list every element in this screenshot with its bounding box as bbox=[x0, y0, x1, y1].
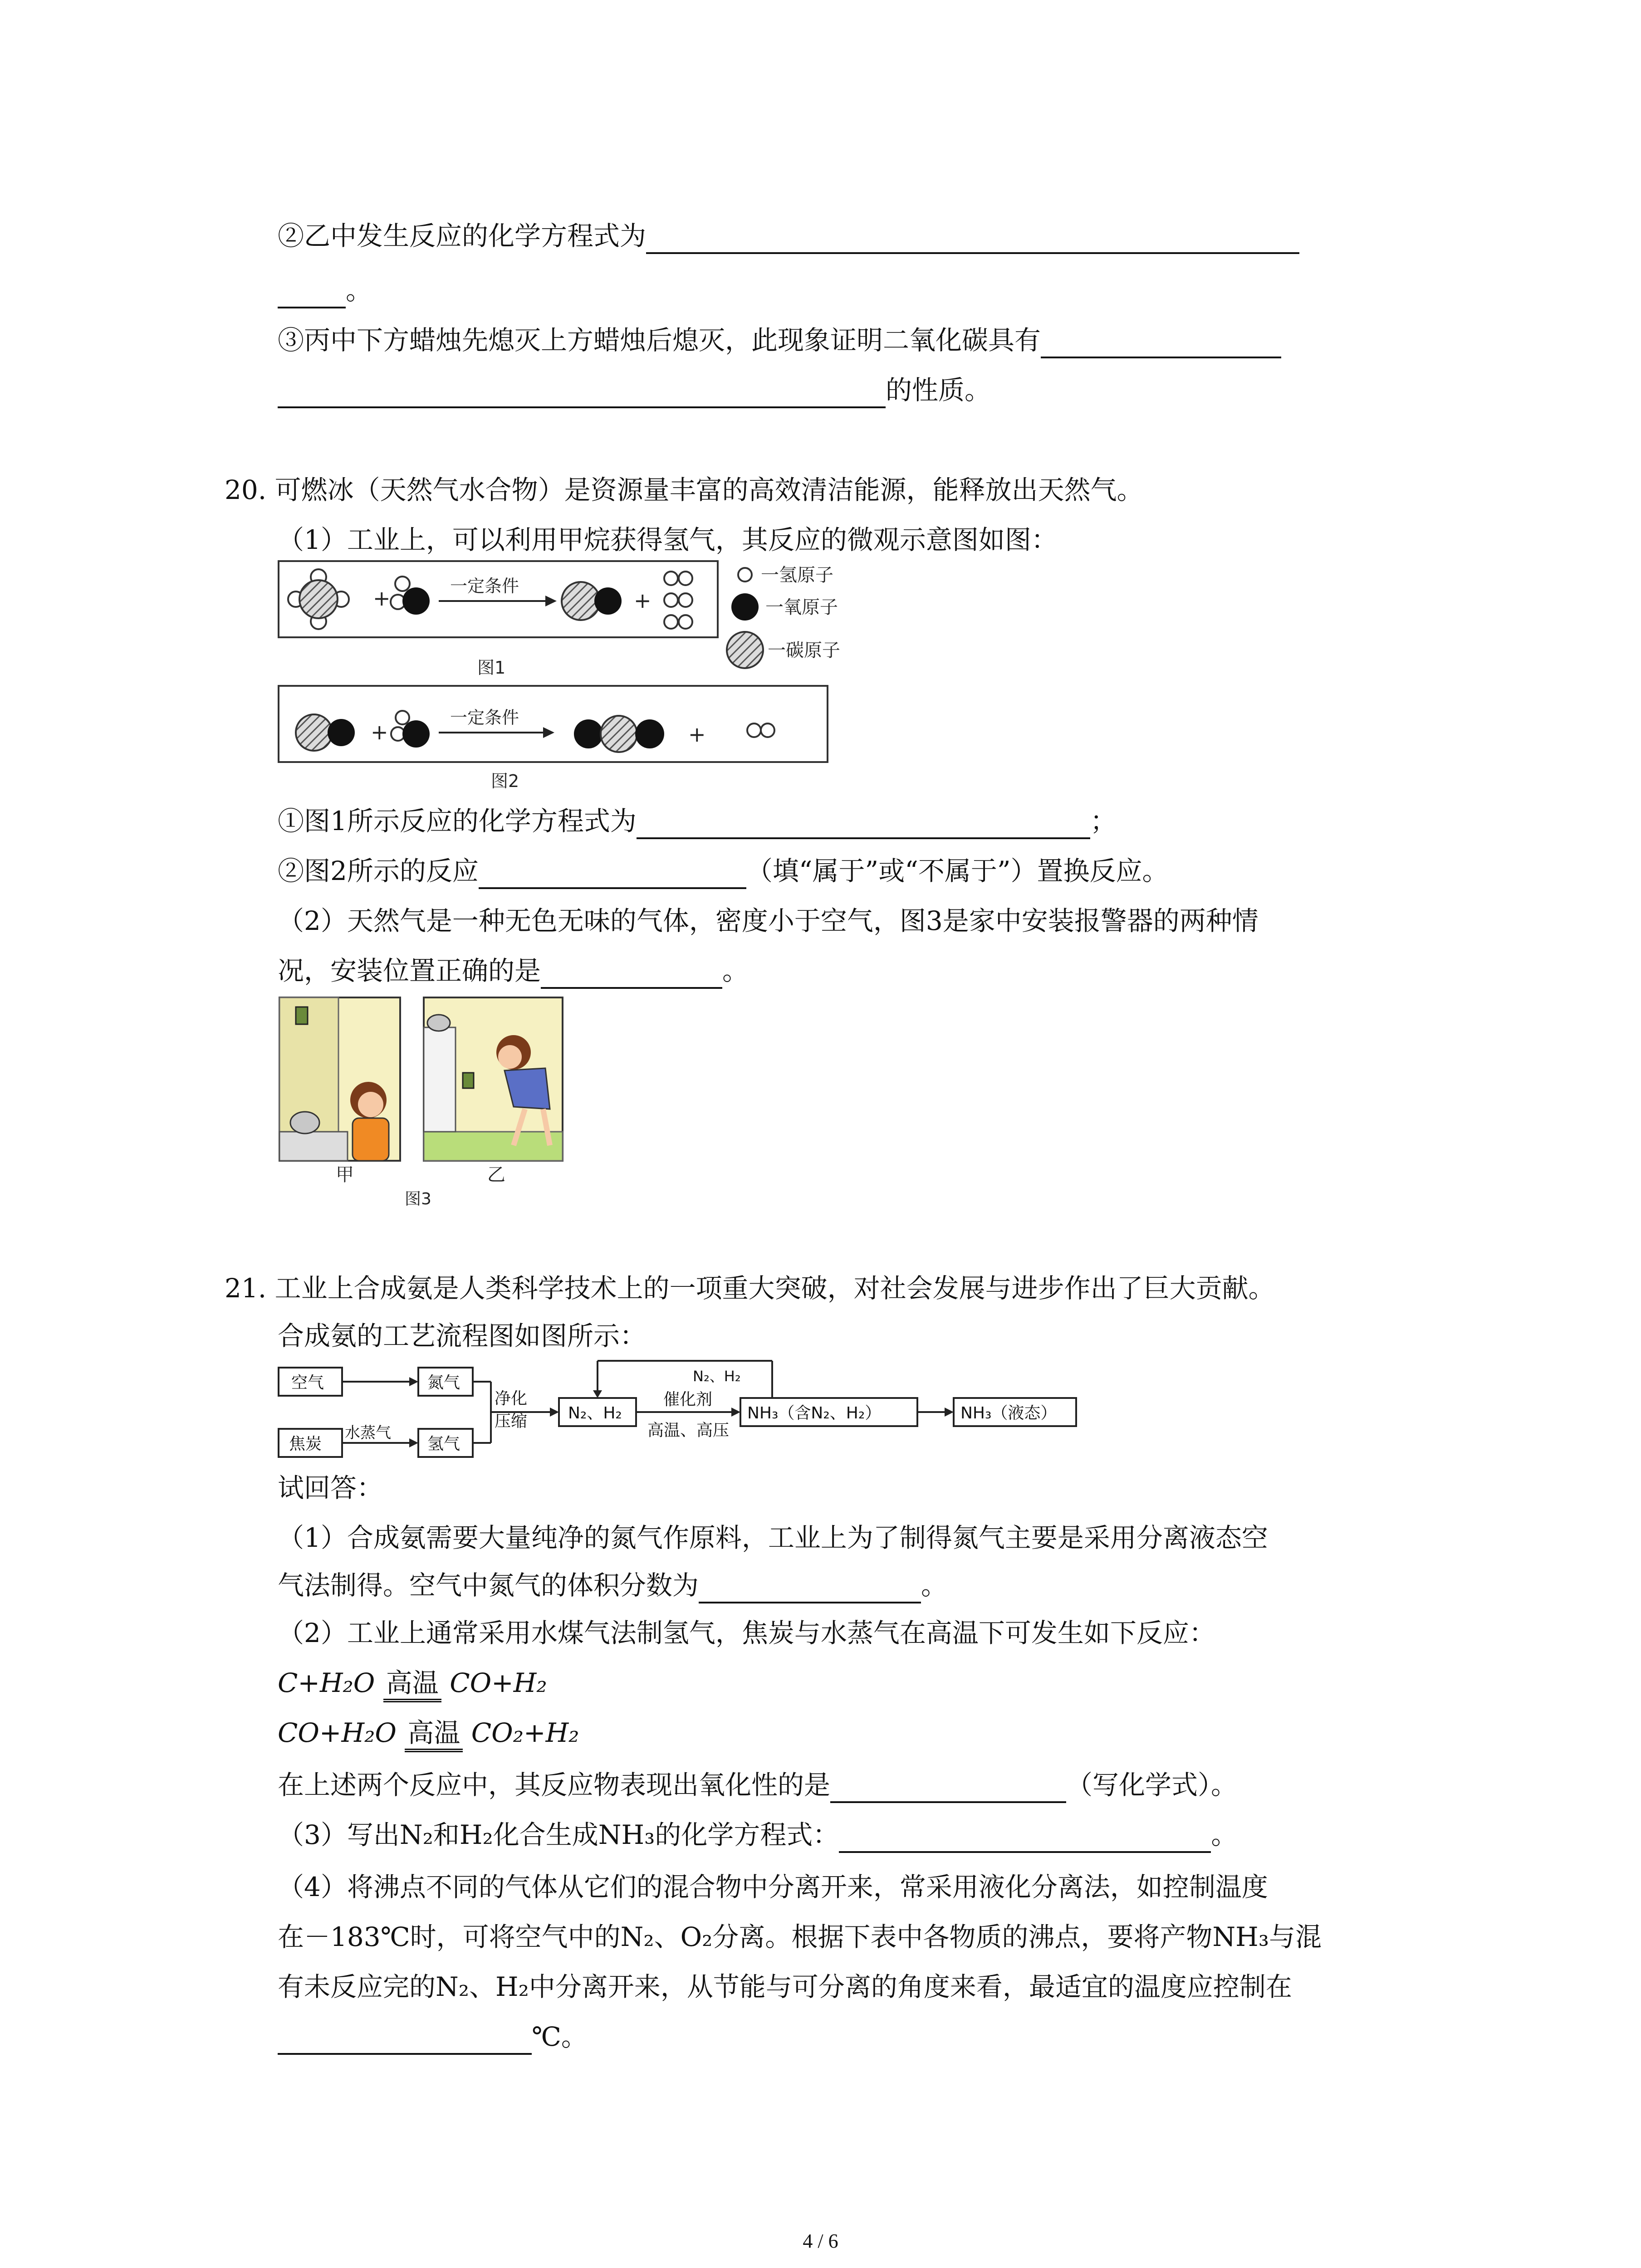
equation-1 bbox=[278, 1665, 547, 1702]
flow-label-steam: 水蒸气 bbox=[345, 1424, 391, 1442]
q20-sub1 bbox=[278, 803, 1117, 839]
q21-part4d bbox=[278, 2019, 588, 2055]
q19-line2-text: ②乙中发生反应的化学方程式为 bbox=[278, 220, 647, 251]
flow-label-mix: N₂、H₂ bbox=[568, 1404, 622, 1422]
flow-label-compress: 压缩 bbox=[495, 1412, 528, 1431]
answer-blank[interactable] bbox=[839, 1824, 1211, 1853]
figure-2-caption: 图2 bbox=[491, 771, 519, 791]
figure-3-label-jia: 甲 bbox=[336, 1164, 354, 1185]
oxygen-atom bbox=[328, 719, 355, 746]
q21-part1b bbox=[278, 1567, 947, 1603]
oxygen-atom bbox=[574, 719, 603, 748]
answer-blank[interactable] bbox=[699, 1574, 921, 1603]
equation-1-right: CO+H₂ bbox=[450, 1667, 547, 1698]
figure-2-frame bbox=[279, 686, 828, 762]
svg-text:+: + bbox=[688, 722, 706, 747]
answer-blank[interactable] bbox=[637, 810, 1090, 839]
q20-part1: （1）工业上，可以利用甲烷获得氢气，其反应的微观示意图如图： bbox=[278, 524, 1058, 555]
answer-blank[interactable] bbox=[479, 860, 746, 889]
page-number: 4 / 6 bbox=[803, 2230, 838, 2252]
q20-sub2 bbox=[278, 853, 1169, 889]
alarm-icon bbox=[463, 1073, 474, 1088]
equation-2-right: CO₂+H₂ bbox=[471, 1717, 579, 1748]
figure-3-illustration bbox=[278, 996, 604, 1209]
legend-oxygen-icon bbox=[731, 593, 759, 621]
q20-sub1-end: ； bbox=[1090, 806, 1117, 836]
answer-blank[interactable] bbox=[541, 960, 722, 989]
q19-line2 bbox=[278, 218, 1299, 254]
flow-label-conditions: 高温、高压 bbox=[647, 1421, 730, 1440]
q20-sub1-text: ①图1所示反应的化学方程式为 bbox=[278, 806, 637, 836]
legend-carbon-icon bbox=[727, 632, 763, 668]
answer-blank[interactable] bbox=[278, 279, 346, 308]
flow-label-air: 空气 bbox=[291, 1374, 324, 1392]
q20-part2: （2）天然气是一种无色无味的气体，密度小于空气，图3是家中安装报警器的两种情 bbox=[278, 905, 1259, 936]
q21-part2c-end: （写化学式）。 bbox=[1066, 1769, 1238, 1800]
q20-sub2-text: ②图2所示的反应 bbox=[278, 855, 479, 886]
legend-hydrogen: 一氢原子 bbox=[761, 565, 833, 586]
flow-label-purify: 净化 bbox=[495, 1389, 528, 1408]
svg-text:+: + bbox=[634, 588, 652, 613]
legend-oxygen: 一氧原子 bbox=[765, 597, 838, 618]
flow-label-coke: 焦炭 bbox=[289, 1435, 322, 1453]
flow-label-recycle: N₂、H₂ bbox=[693, 1368, 741, 1385]
q21-part1a: （1）合成氨需要大量纯净的氮气作原料，工业上为了制得氮气主要是采用分离液态空 bbox=[278, 1522, 1268, 1553]
q21-stem2: 合成氨的工艺流程图如图所示： bbox=[278, 1320, 647, 1351]
flow-label-product: NH₃（含N₂、H₂） bbox=[747, 1404, 882, 1422]
ammonia-flow-chart bbox=[278, 1354, 1140, 1476]
oxygen-atom bbox=[635, 719, 664, 748]
q21-stem: 21. 工业上合成氨是人类科学技术上的一项重大突破，对社会发展与进步作出了巨大贡献。 bbox=[225, 1273, 1275, 1304]
oxygen-atom bbox=[594, 587, 622, 615]
svg-text:+: + bbox=[373, 586, 391, 611]
flow-label-liquid: NH₃（液态） bbox=[960, 1404, 1057, 1422]
q21-part4d-text: ℃。 bbox=[532, 2021, 588, 2052]
q21-part3-end: 。 bbox=[1211, 1819, 1238, 1850]
q21-part1b-text: 气法制得。空气中氮气的体积分数为 bbox=[278, 1570, 699, 1601]
q20-sub2-end: （填“属于”或“不属于”）置换反应。 bbox=[746, 855, 1169, 886]
answer-blank[interactable] bbox=[830, 1774, 1066, 1803]
q19-line3-text: ③丙中下方蜡烛先熄灭上方蜡烛后熄灭，此现象证明二氧化碳具有 bbox=[278, 325, 1041, 356]
kettle-icon bbox=[427, 1015, 450, 1031]
oxygen-atom bbox=[402, 587, 430, 615]
panel-yi bbox=[424, 997, 563, 1161]
q19-line3 bbox=[278, 322, 1281, 358]
figure-3-label-yi: 乙 bbox=[487, 1164, 505, 1185]
q20-part2b bbox=[278, 953, 749, 989]
carbon-atom bbox=[562, 582, 600, 620]
carbon-atom bbox=[299, 580, 338, 618]
equation-1-condition: 高温 bbox=[383, 1667, 441, 1702]
q21-part3-text: （3）写出N₂和H₂化合生成NH₃的化学方程式： bbox=[278, 1819, 839, 1850]
q21-part2: （2）工业上通常采用水煤气法制氢气，焦炭与水蒸气在高温下可发生如下反应： bbox=[278, 1618, 1215, 1648]
alarm-icon bbox=[296, 1007, 308, 1024]
q21-answer-prompt: 试回答： bbox=[278, 1472, 383, 1503]
hydrogen-atom bbox=[395, 577, 410, 591]
hydrogen-atom bbox=[761, 723, 774, 737]
figure-2-condition: 一定条件 bbox=[450, 708, 519, 728]
q21-part2c-text: 在上述两个反应中，其反应物表现出氧化性的是 bbox=[278, 1769, 831, 1800]
svg-text:+: + bbox=[371, 720, 388, 744]
q21-part4c: 有未反应完的N₂、H₂中分离开来，从节能与可分离的角度来看，最适宜的温度应控制在 bbox=[278, 1971, 1292, 2002]
equation-2-left: CO+H₂O bbox=[278, 1717, 397, 1748]
answer-blank[interactable] bbox=[278, 2026, 532, 2055]
q20-part2b-end: 。 bbox=[722, 955, 749, 986]
q19-line3-end: 的性质。 bbox=[886, 375, 991, 406]
figure-1-diagram bbox=[278, 560, 867, 683]
q21-part1b-end: 。 bbox=[921, 1570, 948, 1601]
kettle-icon bbox=[290, 1112, 319, 1134]
q19-line2-end: 。 bbox=[346, 275, 372, 306]
q19-line3-cont bbox=[278, 372, 991, 408]
answer-blank[interactable] bbox=[646, 225, 1299, 254]
q21-part3 bbox=[278, 1817, 1237, 1853]
q20-part2b-text: 况，安装位置正确的是 bbox=[278, 955, 541, 986]
answer-blank[interactable] bbox=[1041, 329, 1281, 358]
q21-part4a: （4）将沸点不同的气体从它们的混合物中分离开来，常采用液化分离法，如控制温度 bbox=[278, 1872, 1268, 1902]
equation-2 bbox=[278, 1715, 579, 1752]
flow-label-catalyst: 催化剂 bbox=[663, 1390, 713, 1409]
answer-blank[interactable] bbox=[278, 379, 886, 408]
stove-icon bbox=[279, 1132, 348, 1161]
equation-1-left: C+H₂O bbox=[278, 1667, 375, 1698]
hydrogen-atom bbox=[396, 711, 409, 724]
carbon-atom bbox=[601, 716, 637, 752]
figure-2-diagram bbox=[278, 685, 831, 794]
flow-label-nitrogen: 氮气 bbox=[427, 1374, 460, 1392]
q21-part4b: 在－183℃时，可将空气中的N₂、O₂分离。根据下表中各物质的沸点，要将产物NH₃与混 bbox=[278, 1921, 1322, 1952]
q21-part2c bbox=[278, 1767, 1237, 1803]
child-body-icon bbox=[353, 1118, 389, 1161]
flow-label-hydrogen: 氢气 bbox=[427, 1435, 460, 1453]
figure-1-caption: 图1 bbox=[477, 658, 506, 678]
figure-1-condition: 一定条件 bbox=[450, 576, 519, 596]
q20-stem: 20. 可燃冰（天然气水合物）是资源量丰富的高效清洁能源，能释放出天然气。 bbox=[225, 474, 1143, 505]
hydrogen-atom bbox=[747, 723, 761, 737]
q19-line2-cont bbox=[278, 272, 372, 308]
cabinet-icon bbox=[424, 1027, 456, 1132]
figure-3-caption: 图3 bbox=[405, 1190, 431, 1208]
oxygen-atom bbox=[402, 720, 430, 748]
legend-carbon: 一碳原子 bbox=[768, 640, 840, 661]
carbon-atom bbox=[296, 714, 332, 751]
panel-jia bbox=[279, 997, 400, 1161]
equation-2-condition: 高温 bbox=[405, 1717, 463, 1752]
legend-hydrogen-icon bbox=[738, 568, 752, 582]
